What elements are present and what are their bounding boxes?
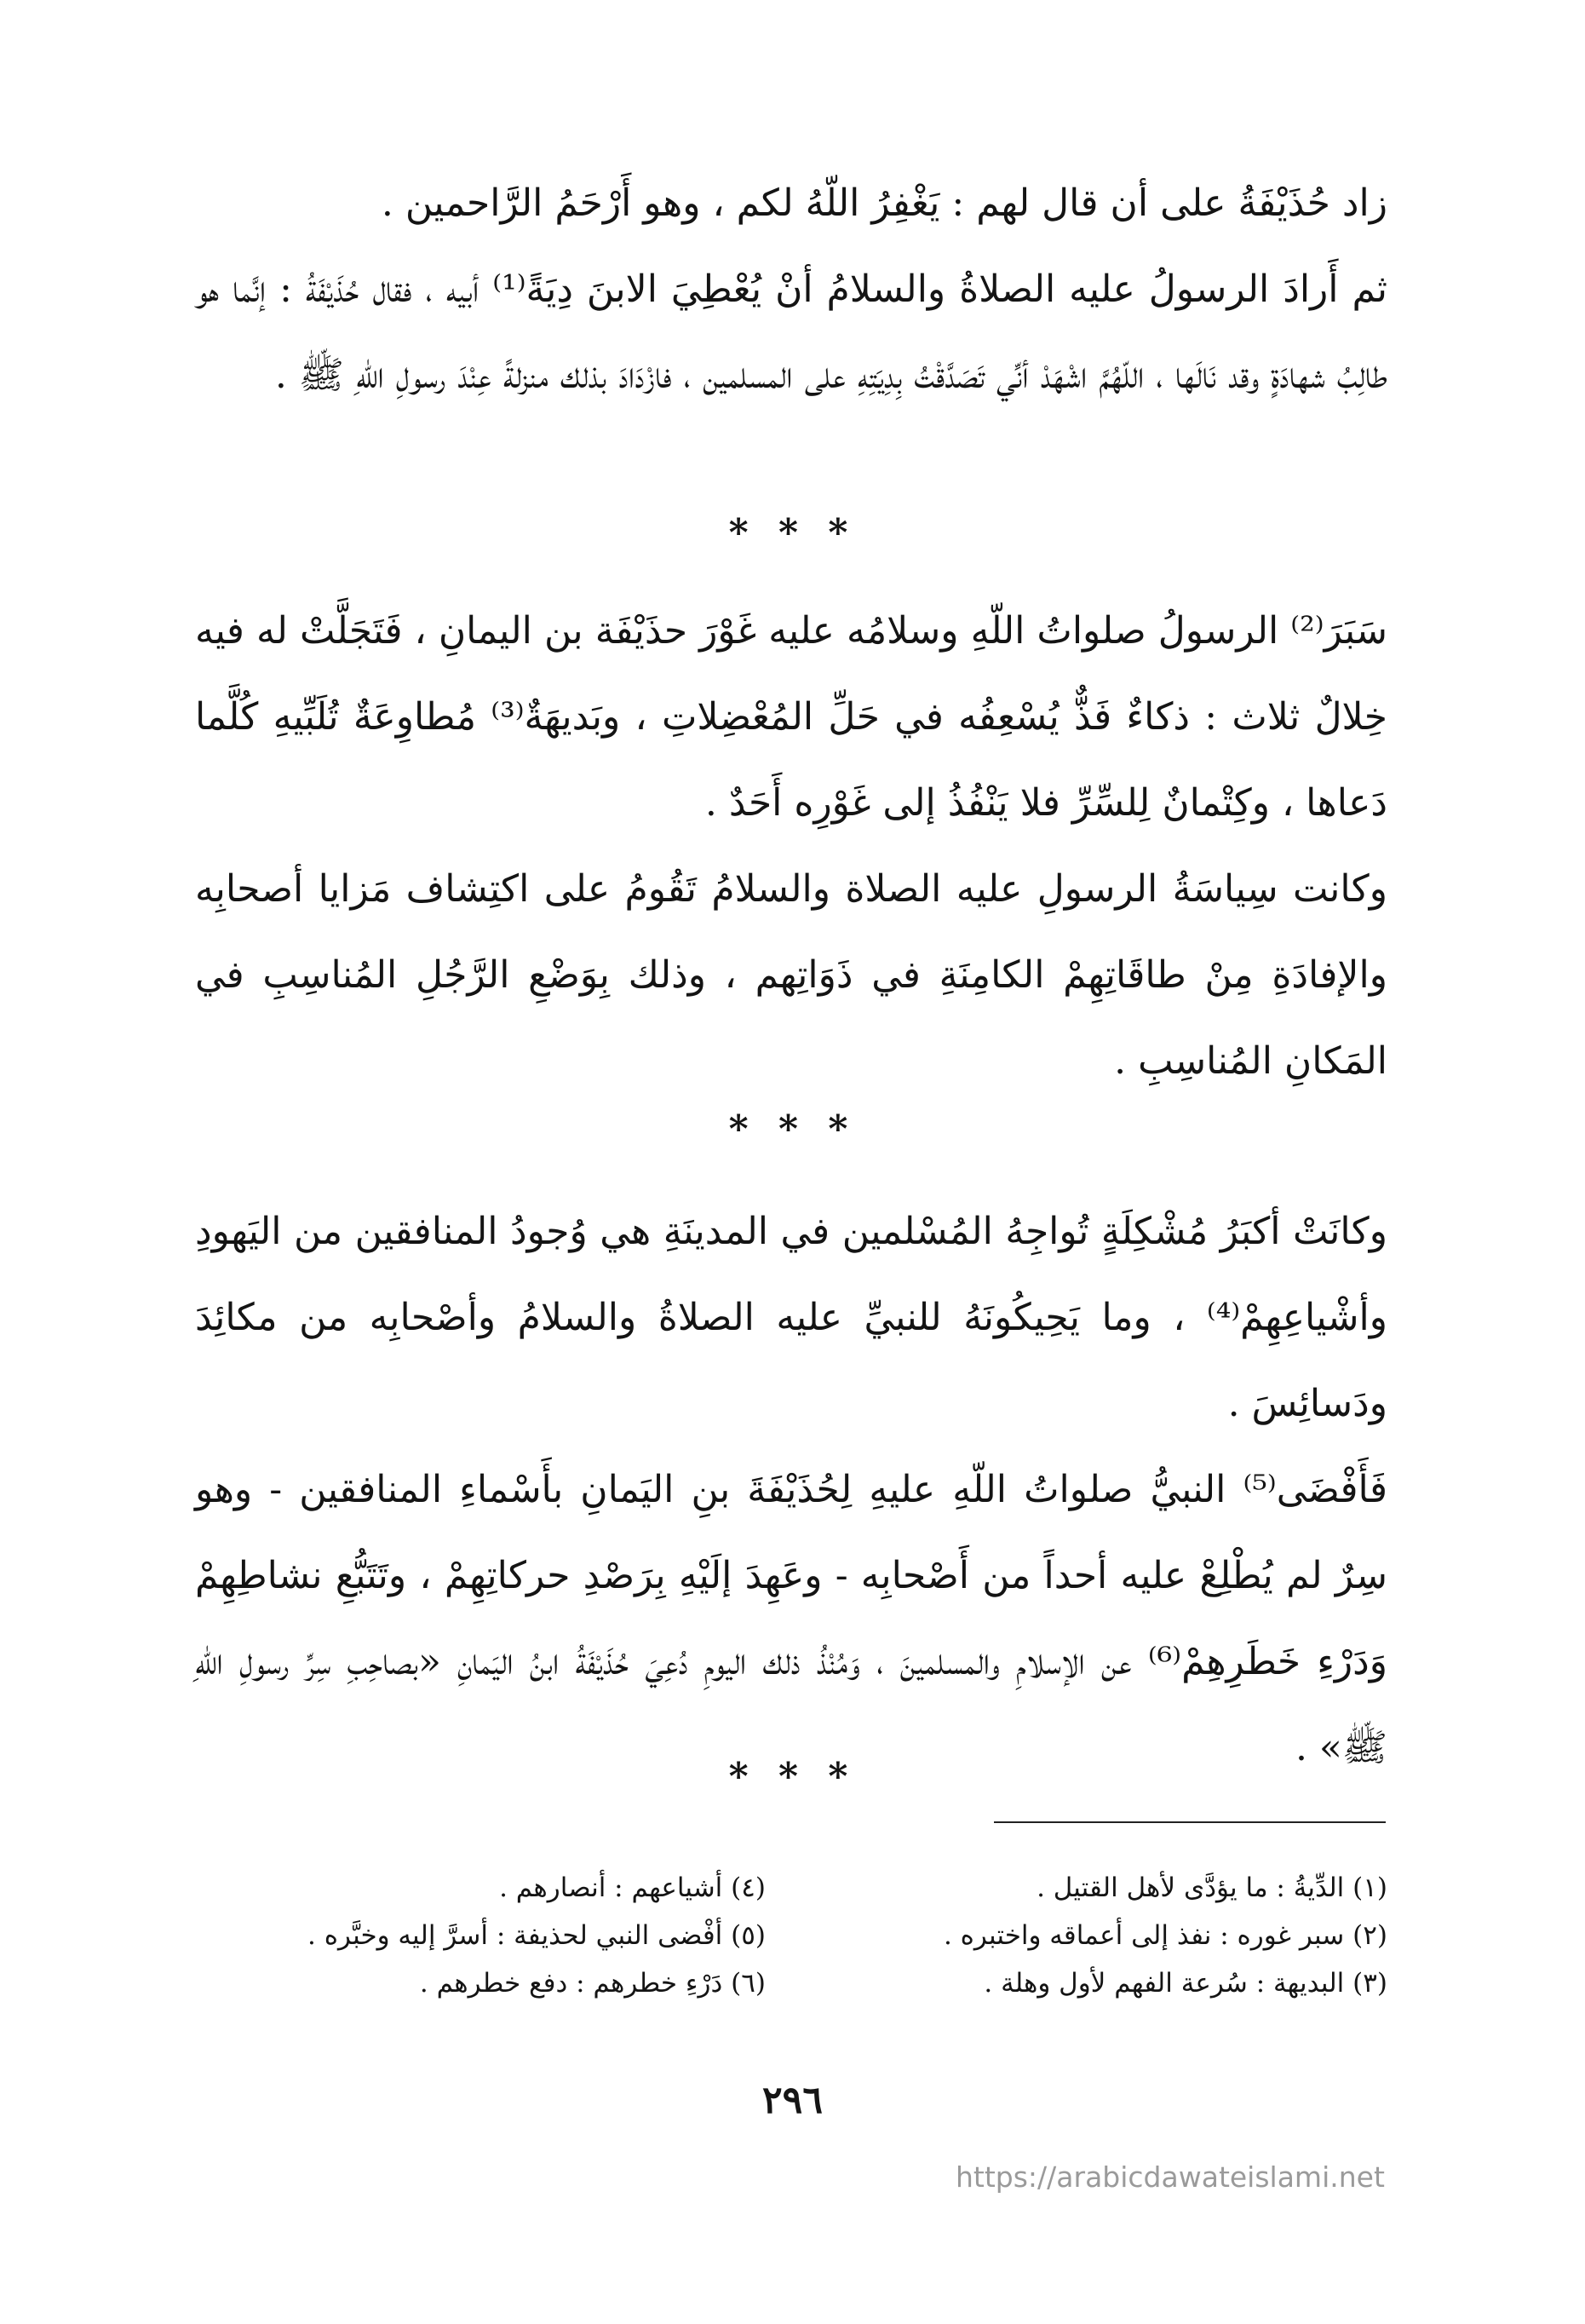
text-section-1 [195,160,1387,418]
paragraph: وكانت سِياسَةُ الرسولِ عليه الصلاة والسلامُ تَقُومُ على اكتِشاف مَزايا أصحابِه والإفادَةِ مِنْ طاقَاتِهِمْ الكامِنَةِ في ذَوَاتِهم ، وذلك بِوَضْعِ الرَّجُلِ المُناسِبِ في المَكانِ المُناسِبِ . [195,867,1387,1083]
paragraph: وكانَتْ أكبَرُ مُشْكِلَةٍ تُواجِهُ المُسْلمين في المدينَةِ هي وُجودُ المنافقين من اليَهودِ وأشْياعِهِمْ⁽⁴⁾ ، وما يَحِيكُونَهُ للنبيِّ عليه الصلاةُ والسلامُ وأصْحابِه من مكائِدَ ودَسائِسَ . [195,1210,1387,1425]
footnote: (٥) أفْضى النبي لحذيفة : أسرَّ إليه وخبَّره . [307,1920,766,1951]
footnotes-right-column [800,1864,1387,2007]
footnotes-left-column [152,1864,766,2007]
section-separator: * * * [728,1755,857,1798]
section-separator: * * * [728,511,857,555]
footnote: (٣) البديهة : سُرعة الفهم لأول وهلة . [984,1968,1387,1999]
footnote: (٦) دَرْءِ خطرهم : دفع خطرهم . [419,1968,766,1999]
paragraph: فَأَفْضَى⁽⁵⁾ النبيُّ صلواتُ اللّهِ عليهِ لِحُذَيْفَةَ بنِ اليَمانِ بأَسْماءِ المنافقين - وهو سِرٌ لم يُطْلِعْ عليه أحداً من أَصْحابِه - وعَهِدَ إلَيْهِ بِرَصْدِ حركاتِهِمْ ، وتَتَبُّعِ نشاطِهِمْ وَدَرْءِ خَطَرِهِمْ⁽⁶⁾ عن الإسلامِ والمسلمينَ ، وَمُنْذُ ذلك اليومِ دُعِيَ حُذَيْفَةُ ابنُ اليَمانِ «بصاحِبِ سِرِّ رسولِ اللّهِ ﷺ» . [195,1468,1387,1769]
footnote-divider [994,1821,1386,1823]
text-section-2 [195,588,1387,1104]
text-section-3 [195,1188,1387,1791]
page-number: ٢٩٦ [762,2079,823,2122]
paragraph: سَبَرَ⁽²⁾ الرسولُ صلواتُ اللّهِ وسلامُه عليه غَوْرَ حذَيْفَة بن اليمانِ ، فَتَجَلَّتْ له فيه خِلالٌ ثلاث : ذكاءٌ فَذٌّ يُسْعِفُه في حَلِّ المُعْضِلاتِ ، وبَديهَةٌ⁽³⁾ مُطاوِعَةٌ تُلَبِّيهِ كُلَّما دَعاها ، وكِتْمانٌ لِلسِّرِّ فلا يَنْفُذُ إلى غَوْرِه أَحَدٌ . [195,609,1387,825]
section-separator: * * * [728,1107,857,1151]
footnote: (٤) أشياعهم : أنصارهم . [499,1872,766,1903]
paragraph: زاد حُذَيْفَةُ على أن قال لهم : يَغْفِرُ اللّهُ لكم ، وهو أَرْحَمُ الرَّاحمين . [381,181,1387,225]
footnote: (٢) سبر غوره : نفذ إلى أعماقه واختبره . [943,1920,1387,1951]
footnote: (١) الدِّيةُ : ما يؤدَّى لأهل القتيل . [1037,1872,1387,1903]
watermark-url: https://arabicdawateislami.net [956,2160,1385,2194]
paragraph: ثم أَرادَ الرسولُ عليه الصلاةُ والسلامُ أنْ يُعْطِيَ الابنَ دِيَةً⁽¹⁾ أبيه ، فقال حُذَيْفَةُ : إنَّما هو طالِبُ شهادَةٍ وقد نَالَها ، اللّهُمَّ اشْهَدْ أنِّي تَصَدَّقْتُ بِدِيَتِهِ على المسلمين ، فازْدَادَ بذلك منزلةً عِنْدَ رسولِ اللّهِ ﷺ . [195,267,1387,397]
